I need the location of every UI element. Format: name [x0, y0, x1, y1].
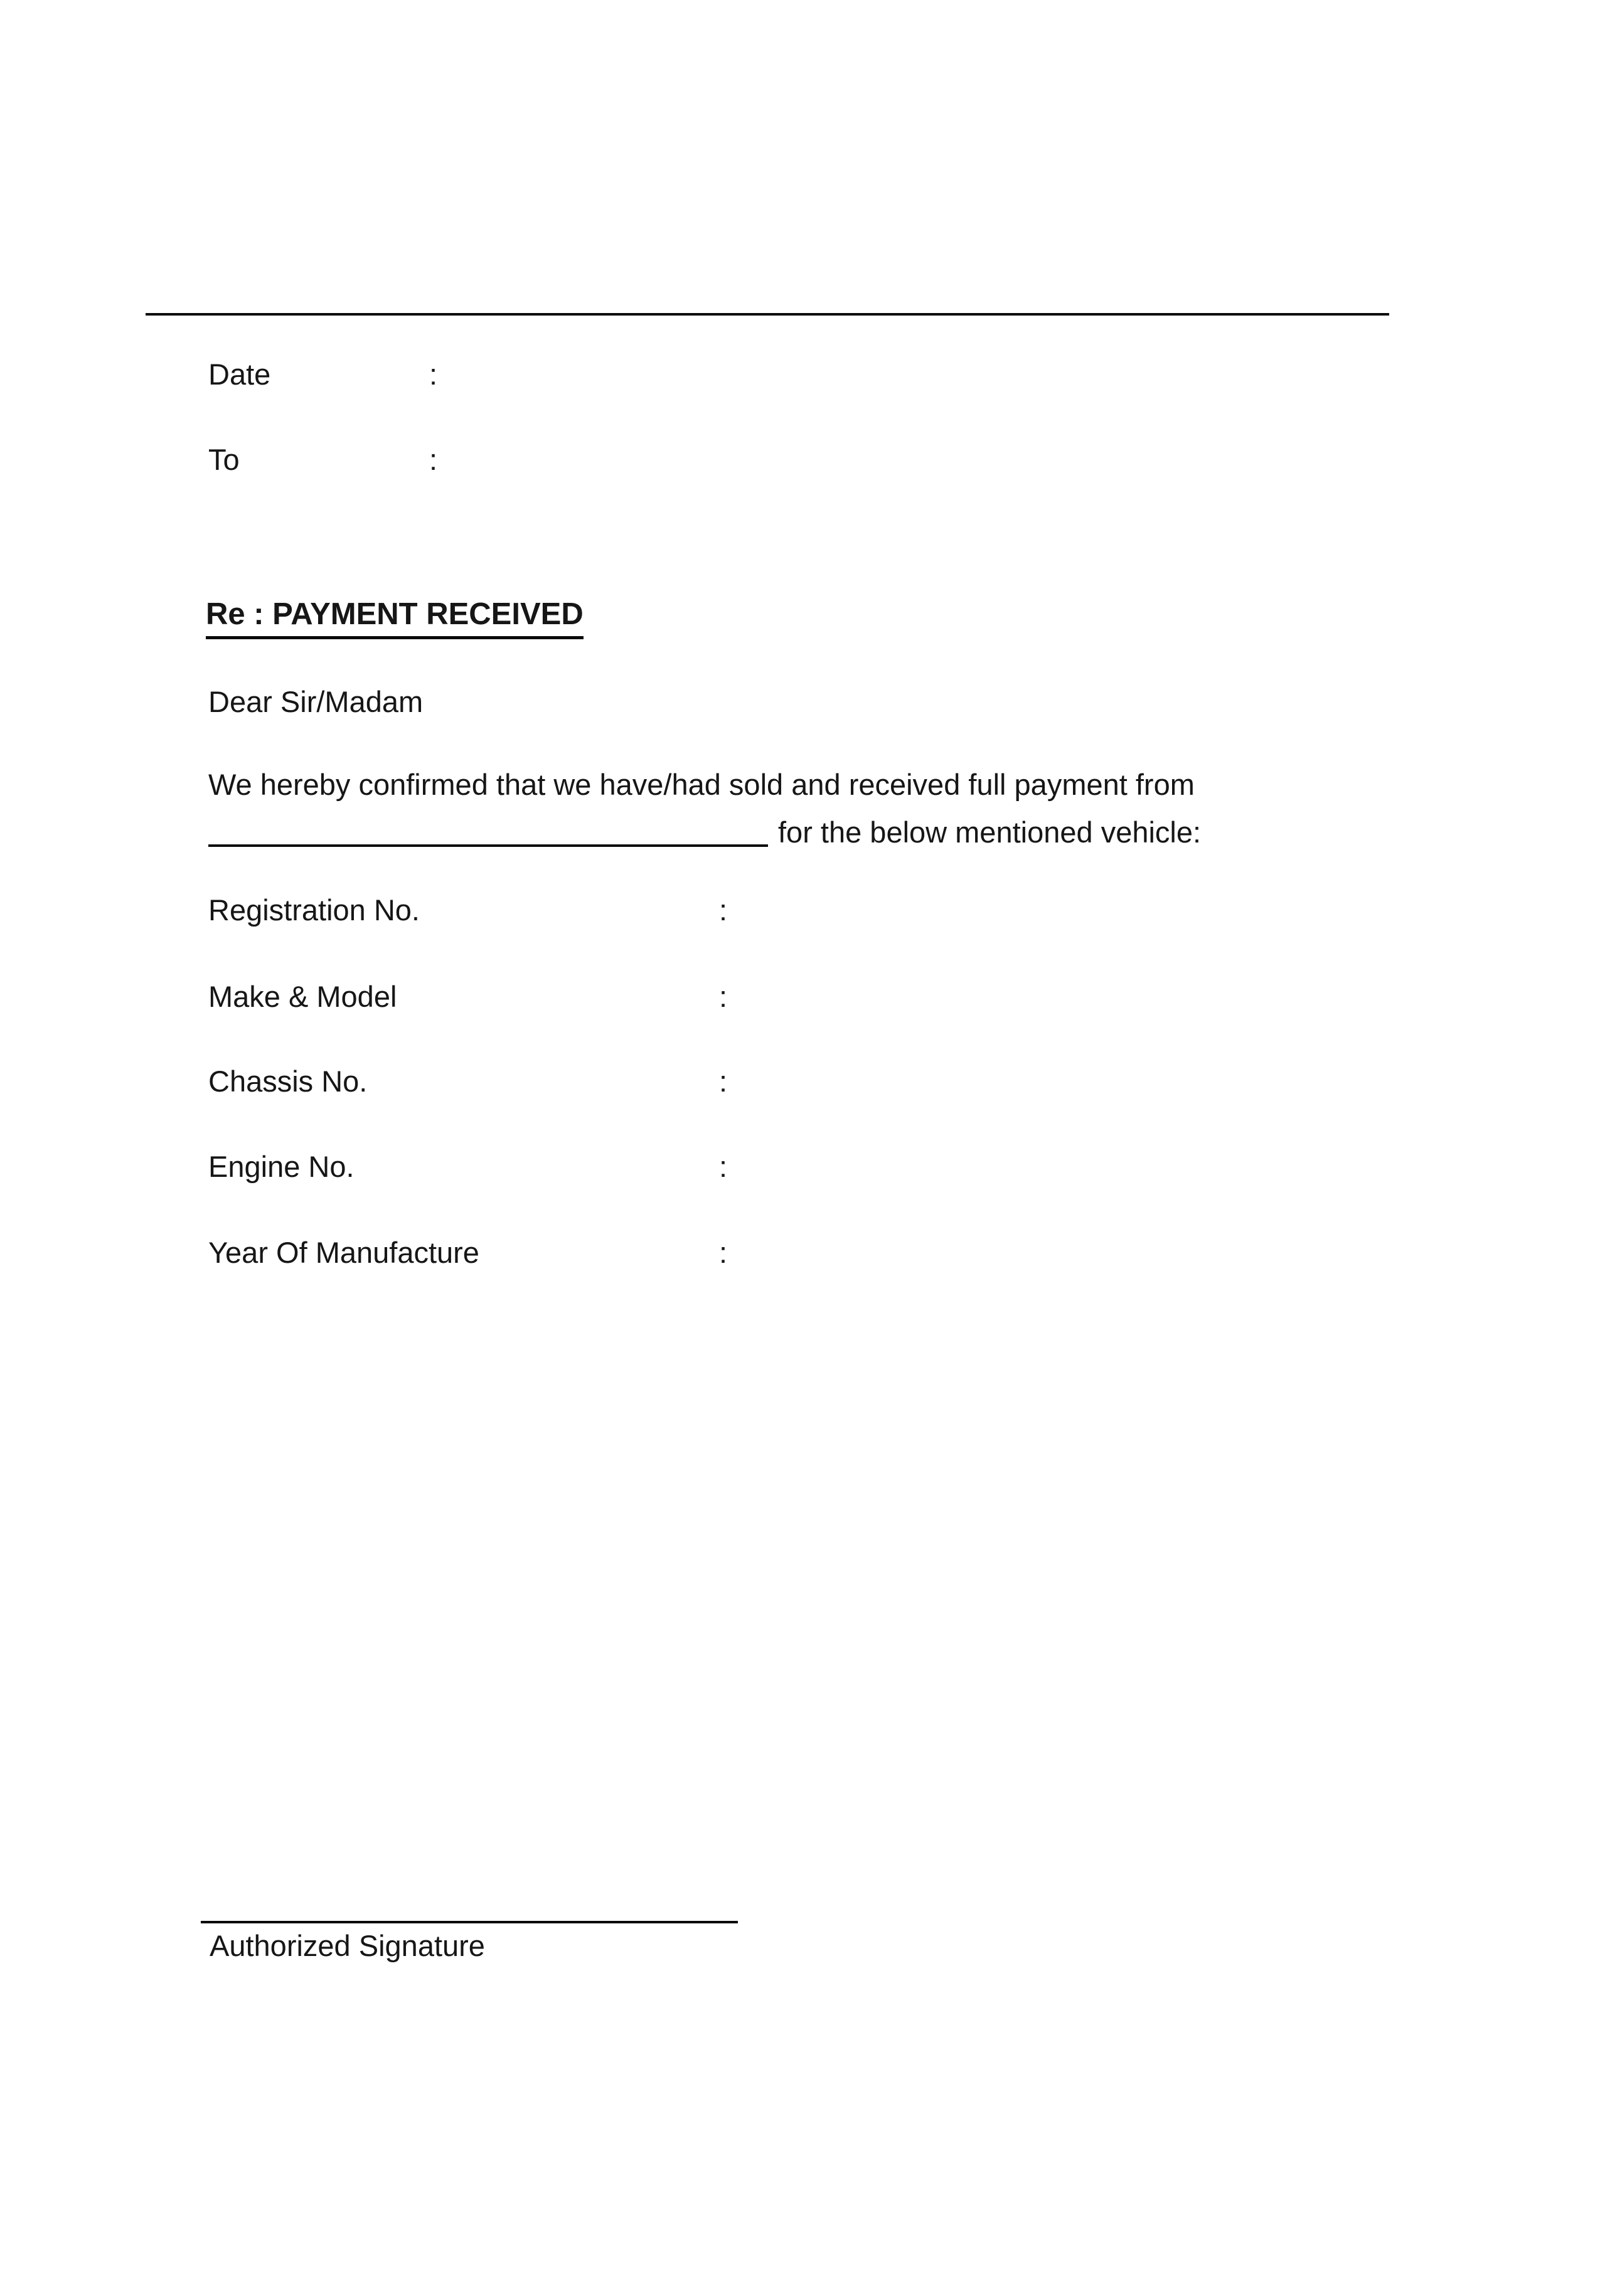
- salutation: [208, 683, 423, 721]
- chassis-no-label: Chassis No.: [208, 1065, 368, 1098]
- field-row-engine-no: [208, 1147, 727, 1186]
- to-colon: :: [429, 443, 438, 476]
- subject-text: Re : PAYMENT RECEIVED: [206, 595, 584, 639]
- buyer-name-blank: [208, 819, 768, 847]
- header-rule: [146, 313, 1389, 316]
- to-row: [208, 440, 437, 479]
- engine-no-colon: :: [719, 1150, 728, 1183]
- body-line-2: [208, 813, 1201, 852]
- body-line-1: [208, 765, 1195, 804]
- subject-heading: [206, 595, 584, 639]
- field-row-year-of-manufacture: [208, 1233, 727, 1272]
- engine-no-label: Engine No.: [208, 1150, 355, 1183]
- body-line-1-text: We hereby confirmed that we have/had sold and received full payment from: [208, 768, 1195, 801]
- chassis-no-colon: :: [719, 1065, 728, 1098]
- date-row: [208, 355, 437, 394]
- to-label: To: [208, 443, 240, 476]
- registration-no-label: Registration No.: [208, 893, 420, 927]
- authorized-signature-label: Authorized Signature: [210, 1929, 485, 1962]
- field-row-chassis-no: [208, 1062, 727, 1101]
- body-line-2-text: for the below mentioned vehicle:: [778, 816, 1202, 849]
- salutation-text: Dear Sir/Madam: [208, 685, 424, 718]
- date-label: Date: [208, 358, 271, 391]
- year-of-manufacture-colon: :: [719, 1236, 728, 1269]
- registration-no-colon: :: [719, 893, 728, 927]
- signature-block: [201, 1921, 738, 1965]
- make-model-colon: :: [719, 980, 728, 1013]
- field-row-registration-no: [208, 891, 727, 930]
- date-colon: :: [429, 358, 438, 391]
- year-of-manufacture-label: Year Of Manufacture: [208, 1236, 479, 1269]
- make-model-label: Make & Model: [208, 980, 397, 1013]
- field-row-make-model: [208, 977, 727, 1016]
